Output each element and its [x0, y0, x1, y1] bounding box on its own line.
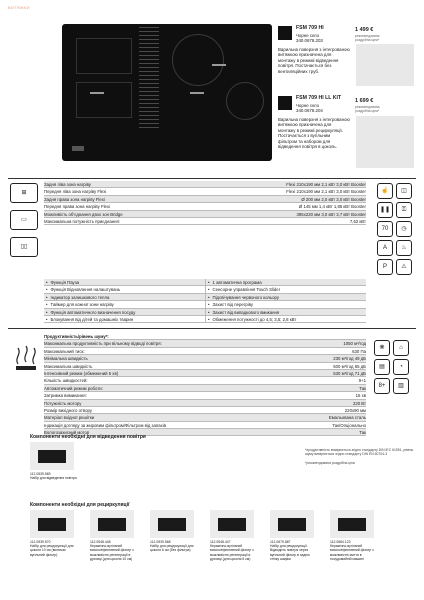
- spec-value: Ø 200 мм 2,0 кВт 3,0 кВт Booster: [301, 196, 366, 202]
- product-model: FSM 709 HI LL KIT: [296, 95, 342, 101]
- feature-item: • Індикатор залишкового тепла: [44, 294, 205, 300]
- product-description: Варильна поверхня з інтегрованою витяжкою призначена для монтажу в режимі рециркуляції. Постачається з вугільним фільтром та набором для відведення повітря в цоколь.: [278, 117, 350, 150]
- price-note: рекомендована роздрібна ціна*: [355, 105, 380, 113]
- flexi-zone-rear-left: [76, 38, 132, 74]
- table-row: [44, 286, 366, 293]
- spec-label: Максимальна продуктивність при вільному відводі повітря:: [44, 341, 162, 347]
- feature-item: • Підсвічування червоного кольору: [205, 294, 366, 300]
- table-row: [44, 316, 366, 323]
- spec-value: 630 Па: [352, 348, 366, 354]
- flexi-zone-front-left: [76, 82, 132, 118]
- hob-zones-icon: ⊞: [10, 183, 38, 203]
- touch-slider-icon: ☝: [377, 183, 393, 199]
- table-row: [44, 348, 366, 355]
- feature-item: • Функція Відновлення налаштувань: [44, 286, 205, 292]
- power-limit-icon: 70: [377, 221, 393, 237]
- table-row: [44, 407, 366, 414]
- component-image: [30, 442, 74, 470]
- hob-feature-table: [44, 279, 366, 323]
- spec-value: 395x220 мм 3,0 кВт 3,7 кВт Booster: [296, 211, 366, 217]
- component-code: 112.0539.569: [30, 472, 51, 476]
- table-row: [44, 392, 366, 399]
- hob-image: [62, 24, 272, 161]
- product-color-code: [296, 103, 346, 114]
- product-description: Варильна поверхня з інтегрованою витяжкою призначена для монтажу в режимі відведення повітря. Постачається без вентиляційних труб.: [278, 47, 350, 74]
- table-row: [44, 294, 366, 301]
- product-card-2: [278, 96, 352, 186]
- table-row: [44, 181, 366, 188]
- color-swatch: [278, 96, 292, 110]
- table-row: [44, 385, 366, 392]
- spec-value: 220 Вт: [352, 400, 366, 406]
- spec-label: Кількість швидкостей:: [44, 378, 88, 384]
- spec-value: Так: [359, 430, 366, 436]
- fan-icon: ❋: [374, 340, 390, 356]
- table-row: [44, 211, 366, 218]
- table-row: [44, 363, 366, 370]
- table-row: [44, 370, 366, 377]
- component-text: Набір для рециркуляції для цоколя 6 см (без фільтра): [150, 544, 194, 553]
- component-image: [30, 510, 74, 538]
- pan-detection-icon: ◫: [396, 183, 412, 199]
- product-photo: [356, 116, 414, 168]
- component-image: [270, 510, 314, 538]
- spec-value: 7,62 кВт: [349, 218, 366, 224]
- speed-count-icon: 8+: [374, 378, 390, 394]
- hood-icon: ⌂: [393, 340, 409, 356]
- residual-heat-icon: ♨: [396, 240, 412, 256]
- component-code: 112.0539.568: [150, 540, 171, 544]
- product-code: 340.0678.204: [296, 108, 323, 114]
- component-code: 112.0539.570: [30, 540, 51, 544]
- spec-value: 230 м³/год 49 дБ: [333, 356, 366, 362]
- spec-value: 1050 м³/год: [343, 341, 366, 347]
- feature-item: • 1 автоматична програма: [205, 279, 366, 285]
- spec-label: Максимальний тиск:: [44, 348, 85, 354]
- component-item: [30, 442, 78, 480]
- spec-value: Flexi 210x190 мм 2,1 кВт 3,0 кВт Booster: [286, 189, 366, 195]
- component-image: [210, 510, 254, 538]
- spec-label: Можливість об'єднання двох зон Bridge: [44, 211, 123, 217]
- spec-label: Автоматичний режим роботи:: [44, 385, 103, 391]
- component-text: Набір для рециркуляції. Відводить повітря через вугільний фільтр в задню стінку шафки: [270, 544, 310, 561]
- timer-icon: ◷: [396, 221, 412, 237]
- feature-item: • Функція Пауза: [44, 279, 205, 285]
- overheat-icon: ⚠: [396, 259, 412, 275]
- control-panel: [72, 146, 84, 151]
- downdraft-hood-icon: [14, 344, 38, 372]
- motor-icon: ◔: [393, 359, 409, 375]
- spec-label: Потужність мотору: [44, 400, 82, 406]
- table-row: [44, 377, 366, 384]
- spec-value: 220x90 мм: [344, 407, 366, 413]
- hood-spec-table: [44, 333, 366, 436]
- product-color: Чорне скло: [296, 33, 320, 38]
- color-swatch: [278, 26, 292, 40]
- spec-label: Інтенсивний режим (обмежений 5 хв): [44, 370, 119, 376]
- table-row: [44, 340, 366, 347]
- feature-item: • Сенсорне управління Touch Slider: [205, 286, 366, 292]
- filter-icon: ▤: [374, 359, 390, 375]
- spec-header: Продуктивність/рівень шуму*:: [44, 334, 109, 339]
- component-code: 112.0679.887: [270, 540, 291, 544]
- component-item: [330, 510, 378, 561]
- product-color-code: [296, 33, 346, 44]
- pause-icon: ❚❚: [377, 202, 393, 218]
- table-row: [44, 203, 366, 210]
- spec-value: Емальована сталь: [328, 415, 366, 421]
- brand-label: ВИТЯЖКИ: [8, 5, 30, 10]
- component-image: [330, 510, 374, 538]
- spec-value: Так: [359, 385, 366, 391]
- table-row: [44, 422, 366, 429]
- spec-label: Мінімальна швидкість: [44, 356, 88, 362]
- zone-front-right: [226, 82, 264, 120]
- product-model: FSM 709 HI: [296, 25, 324, 31]
- flexi-zone-icon: ▭: [10, 210, 38, 230]
- table-row: [44, 301, 366, 308]
- hob-spec-table: [44, 181, 366, 225]
- product-price: 1 499 €: [355, 27, 374, 33]
- table-row: [44, 400, 366, 407]
- product-photo: [356, 44, 414, 86]
- zone-mark: [190, 92, 204, 94]
- spec-label: Задня права зона нагріву Flexi: [44, 196, 105, 202]
- section-divider: [8, 328, 416, 329]
- spec-label: Максимальна швидкість: [44, 363, 93, 369]
- spec-label: Максимальна потужність приєднання:: [44, 218, 120, 224]
- zone-mark: [90, 92, 104, 94]
- spec-label: Затримка вимикання:: [44, 393, 87, 399]
- product-color: Чорне скло: [296, 103, 320, 108]
- spec-label: Матеріал вхідної решітки: [44, 415, 95, 421]
- table-row: [44, 196, 366, 203]
- product-code: 340.0678.203: [296, 38, 323, 44]
- spec-value: Ø 145 мм 1,4 кВт 1,85 кВт Booster: [298, 204, 366, 210]
- component-code: 112.0684.123: [330, 540, 351, 544]
- spec-label: Задня ліва зона нагріву: [44, 182, 91, 187]
- zone-mark: [212, 64, 226, 66]
- component-code: 112.0548.447: [210, 540, 231, 544]
- component-item: [210, 510, 258, 561]
- spec-label: Передня права зона нагріву Flexi: [44, 204, 111, 210]
- component-item: [30, 510, 78, 557]
- component-item: [150, 510, 198, 553]
- spec-value: 15 хв: [355, 393, 366, 399]
- components-air-title: Компоненти необхідні для відведення повітря: [30, 434, 146, 440]
- feature-item: • Захист від випадкового вмикання: [205, 309, 366, 315]
- feature-item: • Захист від перегріву: [205, 301, 366, 307]
- bridge-zone-icon: ▯▯: [10, 237, 38, 257]
- components-recirc-title: Компоненти необхідні для рециркуляції: [30, 502, 130, 508]
- spec-label: Передня ліва зона нагріву Flexi: [44, 189, 107, 195]
- section-divider: [8, 178, 416, 179]
- footnote: *рекомендована роздрібна ціна: [305, 461, 355, 465]
- component-code: 112.0548.448: [90, 540, 111, 544]
- spec-label: Індикація догляду за жировим фільтром/Фільтром від запахів: [44, 422, 166, 428]
- component-text: Керамічно-вугільний високоефективний фільтр з можливістю регенерації в духовці (для цоколя 10 см): [90, 544, 134, 561]
- feature-item: • Обмеження потужності до 4,5; 3,5; 2,8 кВт: [205, 316, 366, 322]
- component-item: [270, 510, 318, 561]
- dishwasher-safe-icon: ▥: [393, 378, 409, 394]
- component-text: Керамічно-вугільний високоефективний фільтр з можливістю регенерації в духовці (для цоколя 6 см): [210, 544, 254, 561]
- auto-program-icon: A: [377, 240, 393, 256]
- component-text: Набір для рециркуляції для цоколя 10 см (включає вугільний фільтр): [30, 544, 74, 557]
- spec-label: Вологозахисний мотор: [44, 430, 90, 436]
- table-row: [44, 355, 366, 362]
- extractor-vent: [139, 24, 159, 131]
- feature-item: • Таймер для кожної зони нагріву: [44, 301, 205, 307]
- spec-value: Так/Опціонально: [332, 422, 366, 428]
- spec-value: 500 м³/год 65 дБ: [333, 363, 366, 369]
- footnote: *продуктивність вимірюється згідно стандарту DIN IEC 61591, рівень шуму вимірюється згідно стандарту DIN EN 60704-3: [305, 448, 414, 457]
- component-text: Керамічно-вугільний високоефективний фільтр з можливістю миття в посудомийній машині: [330, 544, 374, 561]
- price-note: рекомендована роздрібна ціна*: [355, 34, 380, 42]
- table-row: [44, 218, 366, 225]
- product-price: 1 699 €: [355, 98, 374, 104]
- child-lock-icon: ⚿: [396, 202, 412, 218]
- spec-value: Flexi 210x190 мм 2,1 кВт 3,0 кВт Booster: [286, 182, 366, 187]
- zone-rear-right: [172, 34, 224, 86]
- booster-icon: P: [377, 259, 393, 275]
- table-row: [44, 279, 366, 286]
- component-text: Набір для відведення повітря: [30, 476, 77, 481]
- table-row: [44, 414, 366, 421]
- spec-value: 630 м³/год 71 дБ: [333, 370, 366, 376]
- table-row: [44, 333, 366, 340]
- table-row: [44, 188, 366, 195]
- feature-item: • Блокування від дітей та домашніх тварин: [44, 316, 205, 322]
- component-item: [90, 510, 138, 561]
- spec-label: Розмір вихідного отвору: [44, 407, 92, 413]
- feature-item: • Функція автоматичного визначення посуду: [44, 309, 205, 315]
- table-row: [44, 309, 366, 316]
- component-image: [150, 510, 194, 538]
- component-image: [90, 510, 134, 538]
- spec-value: 9+1: [358, 378, 366, 384]
